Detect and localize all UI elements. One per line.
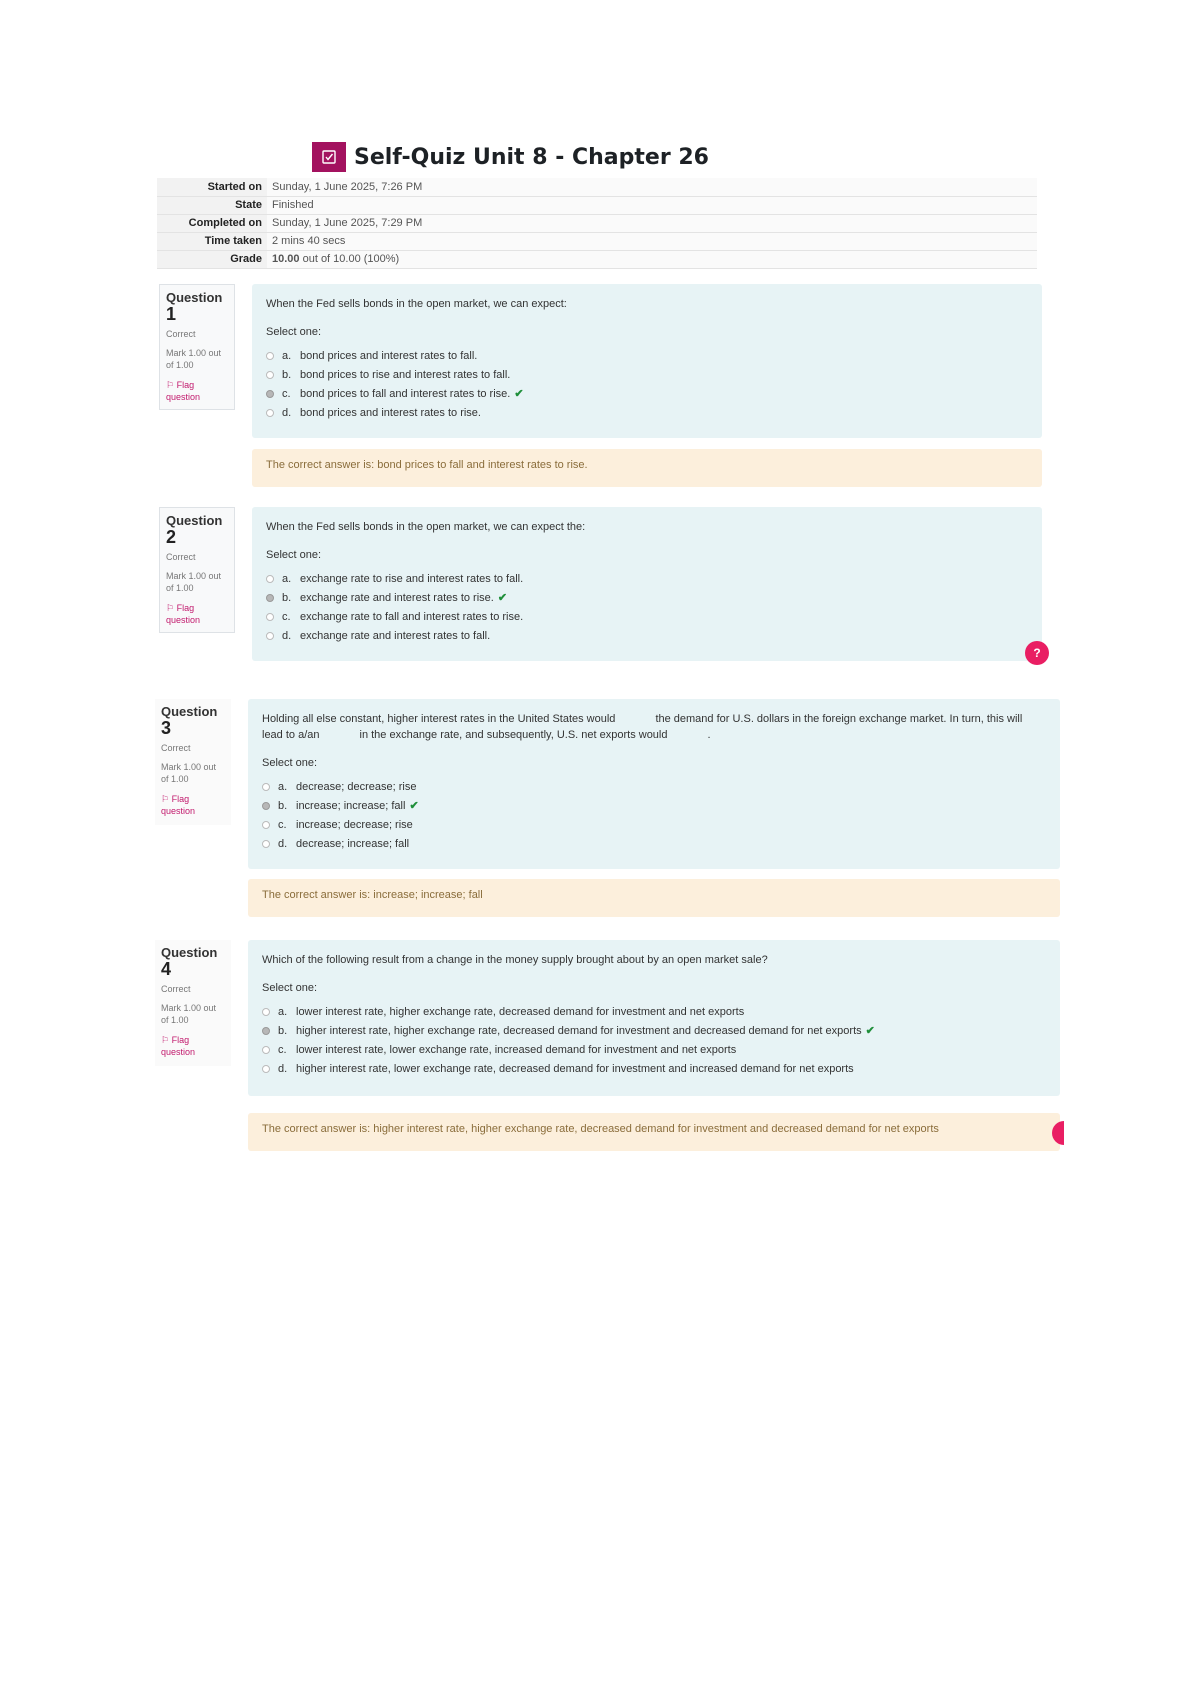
answer-option[interactable] [262, 1002, 1046, 1021]
page-title: Self-Quiz Unit 8 - Chapter 26 [354, 144, 709, 170]
check-icon: ✔ [865, 1025, 875, 1037]
radio-button[interactable] [266, 632, 274, 640]
option-letter: a. [282, 572, 292, 585]
radio-button[interactable] [262, 1008, 270, 1016]
option-text: higher interest rate, lower exchange rate, decreased demand for investment and increased demand for net exports [296, 1062, 854, 1075]
option-text: lower interest rate, lower exchange rate, increased demand for investment and net exports [296, 1043, 737, 1056]
summary-row-time [157, 232, 1037, 250]
answer-option[interactable] [262, 834, 1046, 853]
question-content-2 [252, 507, 1042, 661]
option-text: lower interest rate, higher exchange rate, decreased demand for investment and net exports [296, 1005, 745, 1018]
option-letter: d. [282, 629, 292, 642]
radio-button[interactable] [262, 821, 270, 829]
flag-label: Flag question [166, 603, 201, 625]
question-state: Correct [166, 552, 196, 562]
option-text: decrease; increase; fall [296, 837, 410, 850]
radio-button[interactable] [266, 575, 274, 583]
question-number: 3 [161, 718, 172, 738]
answer-option-selected[interactable] [266, 384, 1028, 403]
answer-option[interactable] [262, 815, 1046, 834]
question-text: Which of the following result from a change in the money supply brought about by an open market sale? [262, 954, 768, 966]
option-text: higher interest rate, higher exchange rate, decreased demand for investment and decreased demand for net exports [296, 1024, 862, 1037]
flag-question-link[interactable] [161, 793, 225, 817]
check-icon: ✔ [409, 800, 419, 812]
summary-value [267, 250, 1037, 268]
radio-button[interactable] [262, 1065, 270, 1073]
question-state: Correct [166, 329, 196, 339]
summary-row-state [157, 196, 1037, 214]
question-mark: Mark 1.00 out of 1.00 [161, 1003, 217, 1025]
summary-label: Grade [157, 250, 267, 268]
question-text: When the Fed sells bonds in the open market, we can expect: [266, 298, 567, 310]
radio-button[interactable] [266, 371, 274, 379]
question-state: Correct [161, 743, 191, 753]
question-mark: Mark 1.00 out of 1.00 [166, 348, 222, 370]
question-number: 4 [161, 959, 172, 979]
flag-icon: ⚐ [161, 794, 172, 804]
summary-value: Sunday, 1 June 2025, 7:26 PM [267, 178, 1037, 196]
flag-question-link[interactable] [166, 602, 228, 626]
option-letter: c. [282, 387, 291, 400]
answer-option-selected[interactable] [262, 1021, 1046, 1040]
question-text [262, 711, 1046, 743]
radio-button[interactable] [266, 613, 274, 621]
question-label: Question [166, 513, 223, 528]
option-text: exchange rate and interest rates to rise. [300, 591, 494, 604]
radio-button-selected[interactable] [266, 594, 274, 602]
radio-button[interactable] [262, 1046, 270, 1054]
option-letter: c. [278, 1043, 287, 1056]
feedback-4: The correct answer is: higher interest rate, higher exchange rate, decreased demand for investment and decreased demand for net exports [248, 1113, 1060, 1151]
quiz-checkbox-icon [312, 142, 346, 172]
help-button[interactable] [1025, 641, 1049, 665]
question-mark: Mark 1.00 out of 1.00 [161, 762, 217, 784]
option-letter: b. [282, 591, 292, 604]
radio-button[interactable] [262, 783, 270, 791]
summary-label: Started on [157, 178, 267, 196]
answer-option[interactable] [266, 365, 1028, 384]
option-text: bond prices to fall and interest rates to rise. [300, 387, 511, 400]
question-label: Question [161, 945, 218, 960]
option-text: exchange rate to fall and interest rates to rise. [300, 610, 524, 623]
flag-label: Flag question [166, 380, 201, 402]
question-text-part: the demand for U.S. dollars in the foreign exchange market. In turn, this will lead to a/an [262, 713, 1023, 741]
question-label: Question [166, 290, 223, 305]
option-text: decrease; decrease; rise [296, 780, 417, 793]
summary-label: State [157, 196, 267, 214]
answer-option[interactable] [266, 346, 1028, 365]
answer-option[interactable] [266, 403, 1028, 422]
question-info-2 [159, 507, 235, 633]
question-text: When the Fed sells bonds in the open market, we can expect the: [266, 521, 586, 533]
answer-option-selected[interactable] [266, 588, 1028, 607]
option-letter: b. [278, 1024, 288, 1037]
question-text-part: Holding all else constant, higher interest rates in the United States would [262, 713, 616, 725]
summary-row-grade [157, 250, 1037, 268]
feedback-1: The correct answer is: bond prices to fall and interest rates to rise. [252, 449, 1042, 487]
summary-value: 2 mins 40 secs [267, 232, 1037, 250]
option-letter: a. [282, 349, 292, 362]
answer-option[interactable] [262, 1040, 1046, 1059]
check-icon: ✔ [514, 388, 524, 400]
flag-icon: ⚐ [161, 1035, 172, 1045]
question-content-3 [248, 699, 1060, 869]
question-content-4 [248, 940, 1060, 1096]
question-mark: Mark 1.00 out of 1.00 [166, 571, 222, 593]
radio-button-selected[interactable] [266, 390, 274, 398]
summary-value: Sunday, 1 June 2025, 7:29 PM [267, 214, 1037, 232]
option-letter: d. [282, 406, 292, 419]
select-one-label: Select one: [262, 982, 318, 994]
check-icon: ✔ [497, 592, 508, 604]
option-text: bond prices and interest rates to fall. [300, 349, 478, 362]
option-text: bond prices and interest rates to rise. [300, 406, 481, 419]
question-number: 1 [166, 304, 177, 324]
option-letter: a. [278, 780, 288, 793]
summary-label: Time taken [157, 232, 267, 250]
option-text: exchange rate to rise and interest rates to fall. [300, 572, 524, 585]
question-info-4 [155, 940, 231, 1066]
answer-option[interactable] [266, 607, 1028, 626]
flag-icon: ⚐ [166, 380, 177, 390]
grade-score: 10.00 [272, 253, 300, 265]
flag-question-link[interactable] [166, 379, 228, 403]
attempt-summary-table [157, 178, 1037, 269]
feedback-3: The correct answer is: increase; increase; fall [248, 879, 1060, 917]
summary-value: Finished [267, 196, 1037, 214]
answer-option-selected[interactable] [262, 796, 1046, 815]
option-letter: a. [278, 1005, 288, 1018]
option-letter: c. [282, 610, 291, 623]
answer-option[interactable] [262, 777, 1046, 796]
question-text-part: . [707, 729, 711, 741]
option-text: bond prices to rise and interest rates to fall. [300, 368, 511, 381]
option-letter: b. [278, 799, 288, 812]
flag-question-link[interactable] [161, 1034, 225, 1058]
radio-button[interactable] [266, 352, 274, 360]
question-state: Correct [161, 984, 191, 994]
radio-button-selected[interactable] [262, 1027, 270, 1035]
page-header [312, 142, 709, 172]
answer-option[interactable] [266, 626, 1028, 645]
option-letter: d. [278, 1062, 288, 1075]
answer-option[interactable] [262, 1059, 1046, 1078]
option-text: increase; increase; fall [296, 799, 406, 812]
question-number: 2 [166, 527, 177, 547]
option-text: exchange rate and interest rates to fall. [300, 629, 491, 642]
select-one-label: Select one: [266, 549, 322, 561]
option-letter: c. [278, 818, 287, 831]
summary-label: Completed on [157, 214, 267, 232]
summary-row-completed [157, 214, 1037, 232]
option-text: increase; decrease; rise [296, 818, 413, 831]
grade-total: out of 10.00 (100%) [302, 253, 400, 265]
question-label: Question [161, 704, 218, 719]
question-info-1 [159, 284, 235, 410]
flag-label: Flag question [161, 1035, 196, 1057]
radio-button-selected[interactable] [262, 802, 270, 810]
answer-option[interactable] [266, 569, 1028, 588]
question-mark-icon: ? [1033, 646, 1041, 660]
question-text-part: in the exchange rate, and subsequently, U.S. net exports would [359, 729, 668, 741]
option-letter: b. [282, 368, 292, 381]
flag-icon: ⚐ [166, 603, 177, 613]
question-info-3 [155, 699, 231, 825]
flag-label: Flag question [161, 794, 196, 816]
summary-row-started [157, 178, 1037, 196]
radio-button[interactable] [266, 409, 274, 417]
option-letter: d. [278, 837, 288, 850]
radio-button[interactable] [262, 840, 270, 848]
question-content-1 [252, 284, 1042, 438]
select-one-label: Select one: [266, 326, 322, 338]
select-one-label: Select one: [262, 757, 318, 769]
